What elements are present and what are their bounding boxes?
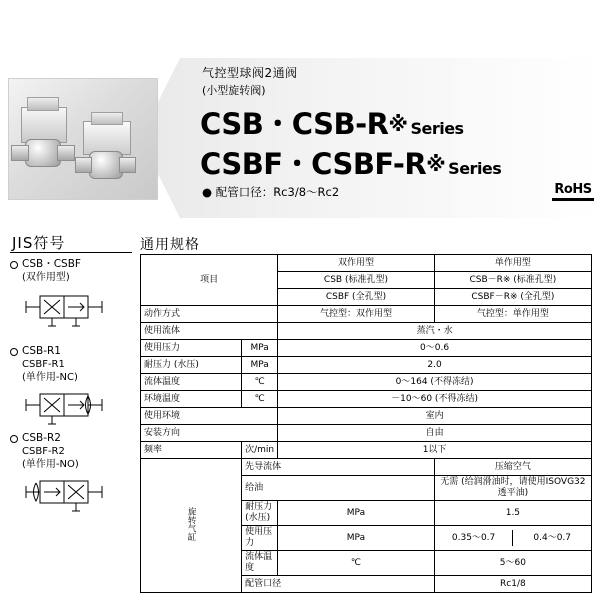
row-value: 室内 xyxy=(278,408,592,425)
header-double-model-2: CSBF (全孔型) xyxy=(278,289,435,306)
jis-symbol-single-acting-nc xyxy=(22,388,122,436)
row-value: Rc1/8 xyxy=(434,576,591,593)
row-value: 1.5 xyxy=(434,501,591,526)
row-label: 使用流体 xyxy=(141,323,278,340)
row-value-single: 0.4～0.7 xyxy=(533,532,572,543)
jis-group-csb xyxy=(10,258,122,338)
row-value: 2.0 xyxy=(278,357,592,374)
valve-actuator-right xyxy=(83,121,131,155)
header-single-model-1: CSB－R※ (标准孔型) xyxy=(434,272,591,289)
row-value: 自由 xyxy=(278,425,592,442)
valve-actuator-left xyxy=(21,107,67,143)
valve-actuator-cap-left xyxy=(27,97,59,111)
header-subtitle-1: 气控型球阀2通阀 xyxy=(202,66,298,80)
table-row xyxy=(141,425,592,442)
valve-body-left xyxy=(25,139,61,167)
row-unit: ℃ xyxy=(242,374,278,391)
row-value: －10～60 (不得冻结) xyxy=(278,391,592,408)
specifications-table xyxy=(140,254,592,593)
header-item-cell: 项目 xyxy=(141,255,278,306)
row-value-double: 气控型：双作用型 xyxy=(278,306,435,323)
header-single-model-2: CSBF－R※ (全孔型) xyxy=(434,289,591,306)
header-single-acting-group: 单作用型 xyxy=(434,255,591,272)
row-unit: ℃ xyxy=(242,391,278,408)
bullet-dot-icon xyxy=(10,261,18,269)
header-title-line-2 xyxy=(200,142,501,183)
row-label: 动作方式 xyxy=(141,306,278,323)
jis-group-1-name-text: CSB・CSBF xyxy=(22,258,81,270)
table-row xyxy=(141,391,592,408)
jis-symbol-single-acting-no xyxy=(22,475,122,523)
header-subtitle-2: (小型旋转阀) xyxy=(202,84,266,97)
row-value: 0～164 (不得冻结) xyxy=(278,374,592,391)
table-row xyxy=(141,357,592,374)
table-row xyxy=(141,459,592,476)
header-banner xyxy=(0,58,600,218)
row-label: 使用压力 xyxy=(141,340,242,357)
bullet-dot-icon xyxy=(10,348,18,356)
table-row xyxy=(141,442,592,459)
series-word-2: Series xyxy=(448,159,502,178)
series-name-csbf: CSBF・CSBF-R xyxy=(200,147,427,181)
table-row xyxy=(141,323,592,340)
row-label: 配管口径 xyxy=(242,576,435,593)
bullet-dot-icon xyxy=(10,435,18,443)
valve-port-left-a xyxy=(11,145,29,161)
valve-port-left-b xyxy=(57,145,75,161)
row-label: 频率 xyxy=(141,442,242,459)
row-unit: MPa xyxy=(278,501,435,526)
product-photo xyxy=(8,78,158,200)
table-row xyxy=(141,306,592,323)
row-unit: 次/min xyxy=(242,442,278,459)
row-label: 给油 xyxy=(242,476,435,501)
jis-symbol-svg-3 xyxy=(22,475,122,519)
row-unit: ℃ xyxy=(278,551,435,576)
row-unit: MPa xyxy=(242,340,278,357)
header-double-acting-group: 双作用型 xyxy=(278,255,435,272)
jis-symbol-double-acting xyxy=(22,288,122,338)
valve-actuator-cap-right xyxy=(91,112,123,125)
jis-group-2-name-text: CSB-R1 xyxy=(22,345,61,357)
header-title-line-1 xyxy=(200,102,464,143)
spec-section-title: 通用规格 xyxy=(140,237,200,253)
jis-section-divider xyxy=(10,252,132,253)
reference-mark-icon-2: ※ xyxy=(426,152,446,176)
row-label: 安装方向 xyxy=(141,425,278,442)
row-label: 耐压力 (水压) xyxy=(141,357,242,374)
jis-group-csb-r2 xyxy=(10,432,122,523)
rohs-label: RoHS xyxy=(554,182,592,197)
jis-group-2-name2: CSBF-R1 xyxy=(22,359,65,370)
table-row xyxy=(141,340,592,357)
jis-group-3-name2: CSBF-R2 xyxy=(22,446,65,457)
row-value: 5～60 xyxy=(434,551,591,576)
jis-group-1-sub: (双作用型) xyxy=(22,272,70,283)
row-label: 先导流体 xyxy=(242,459,435,476)
row-value: 无需 (给润滑油时，请使用ISOVG32透平油) xyxy=(434,476,591,501)
series-name-csb: CSB・CSB-R xyxy=(200,107,389,141)
jis-section-title: JIS符号 xyxy=(12,234,66,252)
rotary-cylinder-group-label xyxy=(141,459,242,593)
series-word-1: Series xyxy=(410,119,464,138)
jis-symbol-svg-1 xyxy=(22,288,122,334)
table-head-row-1 xyxy=(141,255,592,272)
jis-group-3-name xyxy=(10,432,122,445)
valve-port-right-b xyxy=(119,157,136,173)
row-label: 耐压力 (水压) xyxy=(242,501,278,526)
row-unit: MPa xyxy=(242,357,278,374)
jis-group-csb-r1 xyxy=(10,345,122,436)
row-label: 环境温度 xyxy=(141,391,242,408)
table-row xyxy=(141,408,592,425)
row-unit: MPa xyxy=(278,526,435,551)
row-value-single: 气控型：单作用型 xyxy=(434,306,591,323)
header-pipe-size-note: ● 配管口径：Rc3/8～Rc2 xyxy=(202,185,340,199)
jis-group-3-sub: (单作用-NO) xyxy=(22,459,79,470)
row-value-split xyxy=(434,526,591,551)
rohs-badge xyxy=(552,182,594,201)
row-value-double: 0.35～0.7 xyxy=(435,530,513,546)
row-label: 使用压力 xyxy=(242,526,278,551)
jis-symbol-svg-2 xyxy=(22,388,122,432)
header-double-model-1: CSB (标准孔型) xyxy=(278,272,435,289)
row-label: 流体温度 xyxy=(242,551,278,576)
jis-group-2-name xyxy=(10,345,122,358)
row-label: 流体温度 xyxy=(141,374,242,391)
valve-body-right xyxy=(89,151,123,179)
rohs-underline xyxy=(552,198,594,201)
reference-mark-icon: ※ xyxy=(388,112,408,136)
table-row xyxy=(141,374,592,391)
jis-group-2-sub: (单作用-NC) xyxy=(22,372,78,383)
row-label: 使用环境 xyxy=(141,408,278,425)
jis-group-3-name-text: CSB-R2 xyxy=(22,432,61,444)
row-value: 蒸汽・水 xyxy=(278,323,592,340)
rotary-cylinder-group-label-text: 旋转气缸 xyxy=(186,506,197,541)
jis-group-1-name xyxy=(10,258,122,271)
row-value: 压缩空气 xyxy=(434,459,591,476)
row-value: 1以下 xyxy=(278,442,592,459)
row-value: 0～0.6 xyxy=(278,340,592,357)
valve-port-right-a xyxy=(75,157,92,173)
